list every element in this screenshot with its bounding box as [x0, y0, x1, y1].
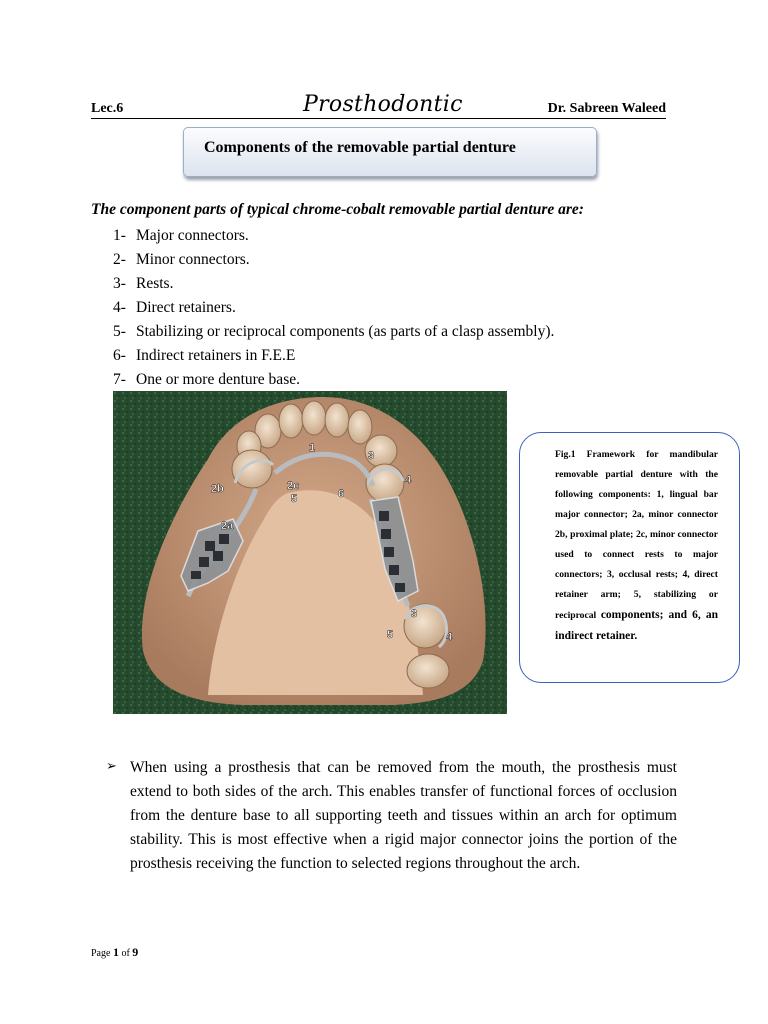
components-list [113, 224, 554, 392]
figure-label: 2b [211, 483, 224, 495]
list-item [113, 272, 554, 296]
list-number: 4- [113, 299, 126, 316]
page-footer [91, 945, 138, 960]
figure-label: 3 [411, 608, 418, 620]
of-word: of [121, 948, 130, 959]
author-name: Dr. Sabreen Waleed [547, 101, 666, 116]
list-text: Minor connectors. [136, 251, 250, 268]
intro-text: The component parts of typical chrome-cobalt removable partial denture are: [91, 201, 584, 218]
figure-label: 2c [287, 480, 300, 492]
figure-label: 5 [387, 629, 394, 641]
list-item [113, 344, 554, 368]
list-number: 2- [113, 251, 126, 268]
list-text: Rests. [136, 275, 174, 292]
page-total: 9 [132, 945, 139, 959]
list-item [113, 248, 554, 272]
figure-label: 6 [338, 488, 345, 500]
list-item [113, 296, 554, 320]
list-number: 3- [113, 275, 126, 292]
paragraph-text: When using a prosthesis that can be removed from the mouth, the prosthesis must extend to both sides of the arch. This enables transfer of functional forces of occlusion from the denture base to all supporting teeth and tissues within an arch for optimum stability. This is most effective when a rigid major connector joins the portion of the prosthesis receiving the function to selected regions throughout the arch. [130, 759, 677, 872]
page-word: Page [91, 948, 111, 959]
list-number: 1- [113, 227, 126, 244]
list-text: Direct retainers. [136, 299, 236, 316]
figure-label: 2a [221, 520, 234, 532]
denture-framework-photo [113, 391, 507, 714]
caption-tail: components; and 6, an indirect retainer. [555, 609, 718, 642]
list-number: 5- [113, 323, 126, 340]
page-title: Components of the removable partial denture [204, 139, 516, 156]
figure-label: 3 [368, 450, 375, 462]
title-box [183, 127, 597, 177]
page-number: 1 [112, 945, 119, 959]
list-number: 6- [113, 347, 126, 364]
caption-main: Fig.1 Framework for mandibular removable partial denture with the following components: 1, lingual bar major connector; 2a, minor connector 2b, proximal plate; 2c, minor connector used to connect rests to major connectors; 3, occlusal rests; 4, direct retainer arm; 5, stabilizing or reciprocal [555, 449, 718, 621]
figure-label: 1 [309, 442, 316, 454]
figure-label: 4 [405, 474, 412, 486]
bullet-paragraph [106, 756, 677, 876]
list-item [113, 320, 554, 344]
lecture-number: Lec.6 [91, 101, 124, 116]
page-header [91, 94, 666, 119]
list-item [113, 368, 554, 392]
list-number: 7- [113, 371, 126, 388]
list-text: Major connectors. [136, 227, 249, 244]
subject-title: Prosthodontic [303, 92, 463, 117]
list-text: One or more denture base. [136, 371, 300, 388]
list-text: Indirect retainers in F.E.E [136, 347, 296, 364]
list-item [113, 224, 554, 248]
figure-label: 4 [446, 631, 453, 643]
figure-label: 5 [291, 493, 298, 505]
figure-caption [519, 432, 740, 683]
list-text: Stabilizing or reciprocal components (as parts of a clasp assembly). [136, 323, 555, 340]
arrow-bullet-icon: ➢ [106, 758, 117, 773]
